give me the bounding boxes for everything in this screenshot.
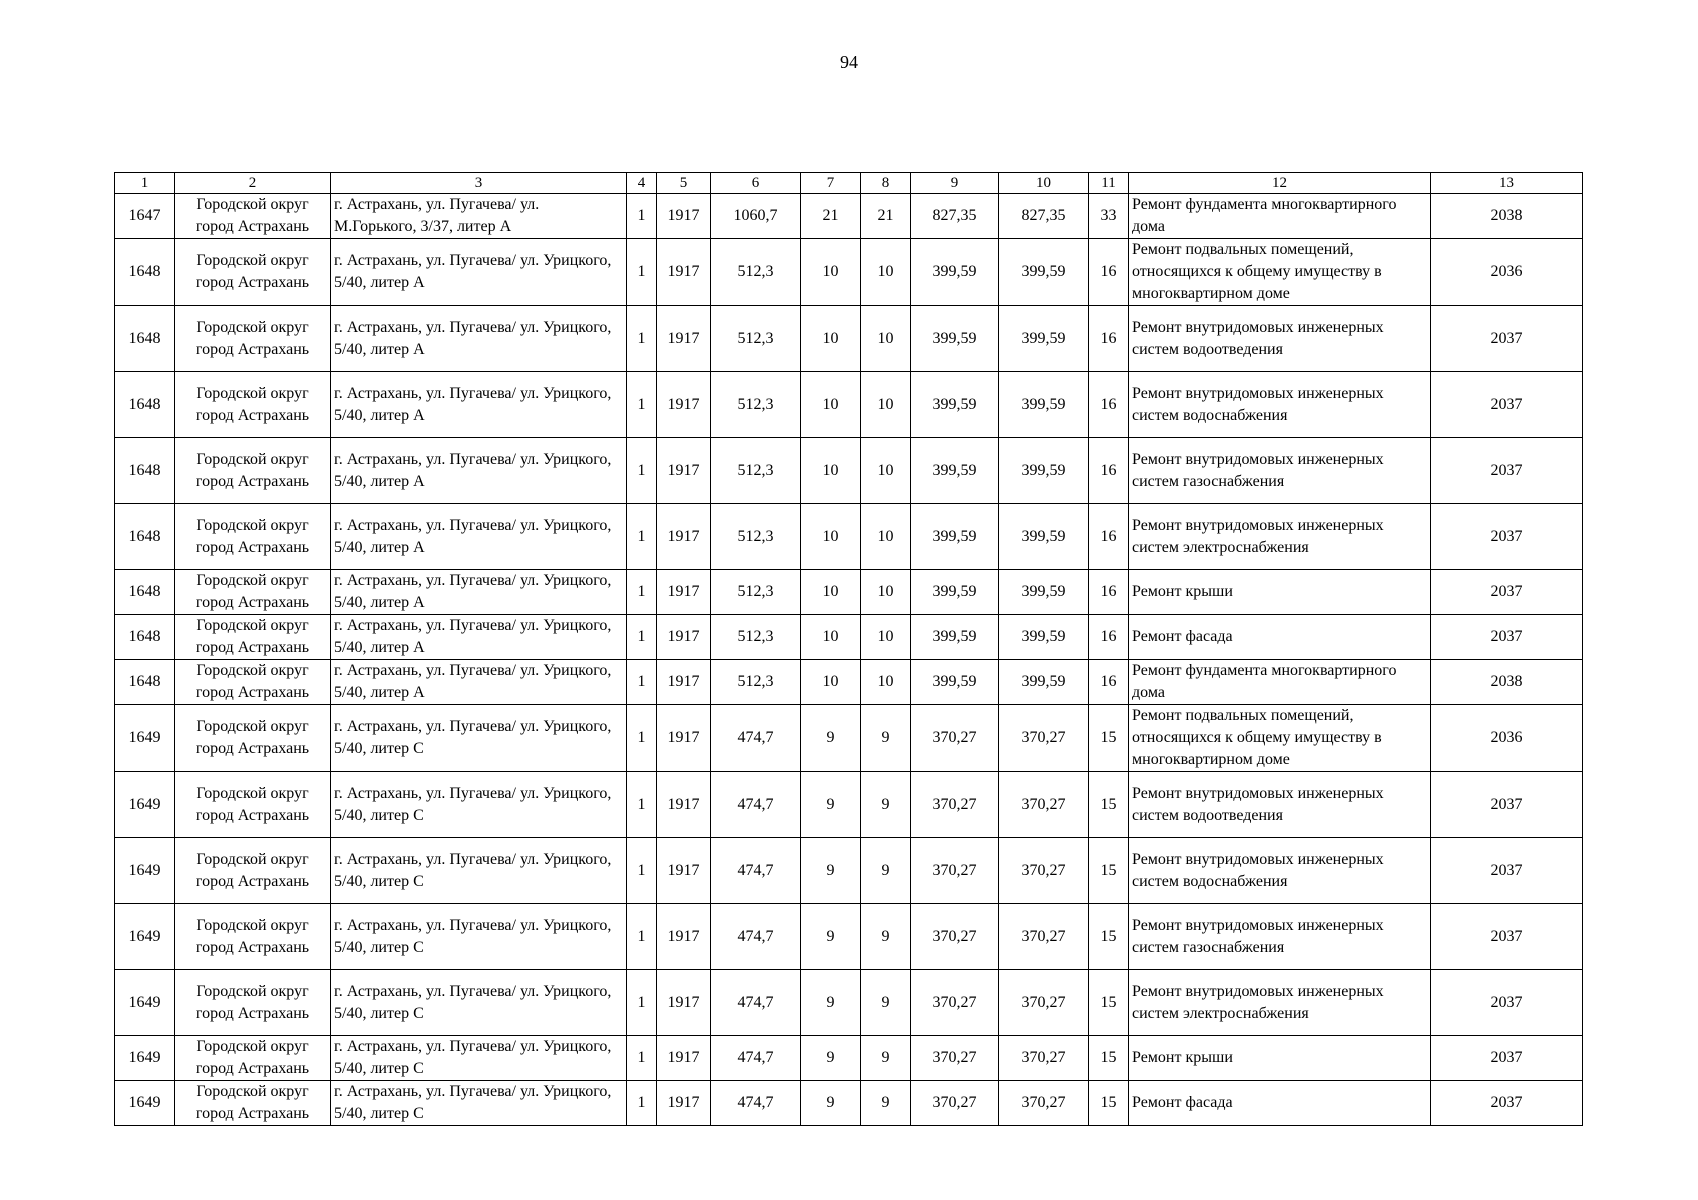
- cell-entrances: 1: [627, 838, 657, 904]
- table-row: [115, 194, 1583, 239]
- cell-total-area: 512,3: [711, 438, 801, 504]
- column-header-12: 12: [1129, 173, 1431, 194]
- cell-planned-year: 2037: [1431, 1036, 1583, 1081]
- cell-living-area: 399,59: [911, 660, 999, 705]
- cell-record-number: 1649: [115, 970, 175, 1036]
- cell-year-built: 1917: [657, 970, 711, 1036]
- table-row: [115, 504, 1583, 570]
- column-header-10: 10: [999, 173, 1089, 194]
- cell-planned-year: 2037: [1431, 615, 1583, 660]
- cell-address: г. Астрахань, ул. Пугачева/ ул. Урицкого, 5/40, литер С: [331, 838, 627, 904]
- cell-apartments-total: 9: [801, 1036, 861, 1081]
- cell-entrances: 1: [627, 372, 657, 438]
- cell-entrances: 1: [627, 904, 657, 970]
- cell-work-type: Ремонт внутридомовых инженерных систем водоснабжения: [1129, 838, 1431, 904]
- cell-work-type: Ремонт фундамента многоквартирного дома: [1129, 194, 1431, 239]
- cell-work-type: Ремонт внутридомовых инженерных систем электроснабжения: [1129, 970, 1431, 1036]
- cell-total-area: 474,7: [711, 1036, 801, 1081]
- cell-apartments-total: 10: [801, 660, 861, 705]
- cell-record-number: 1649: [115, 904, 175, 970]
- cell-living-area: 399,59: [911, 306, 999, 372]
- cell-living-area: 370,27: [911, 1081, 999, 1126]
- cell-planned-year: 2037: [1431, 504, 1583, 570]
- cell-work-type: Ремонт фасада: [1129, 615, 1431, 660]
- table-row: [115, 970, 1583, 1036]
- cell-year-built: 1917: [657, 660, 711, 705]
- table-row: [115, 570, 1583, 615]
- cell-entrances: 1: [627, 1036, 657, 1081]
- cell-entrances: 1: [627, 772, 657, 838]
- cell-living-area: 399,59: [911, 615, 999, 660]
- cell-municipality: Городской округ город Астрахань: [175, 838, 331, 904]
- cell-living-area-private: 370,27: [999, 970, 1089, 1036]
- cell-apartments-residential: 9: [861, 705, 911, 772]
- cell-planned-year: 2037: [1431, 904, 1583, 970]
- cell-address: г. Астрахань, ул. Пугачева/ ул. Урицкого, 5/40, литер А: [331, 372, 627, 438]
- cell-living-area-private: 370,27: [999, 1036, 1089, 1081]
- cell-planned-year: 2037: [1431, 306, 1583, 372]
- cell-living-area: 370,27: [911, 705, 999, 772]
- cell-year-built: 1917: [657, 1081, 711, 1126]
- cell-municipality: Городской округ город Астрахань: [175, 570, 331, 615]
- cell-year-built: 1917: [657, 705, 711, 772]
- cell-apartments-total: 10: [801, 372, 861, 438]
- cell-address: г. Астрахань, ул. Пугачева/ ул. Урицкого, 5/40, литер А: [331, 438, 627, 504]
- cell-work-type: Ремонт внутридомовых инженерных систем водоотведения: [1129, 306, 1431, 372]
- cell-residents: 16: [1089, 504, 1129, 570]
- cell-living-area-private: 399,59: [999, 239, 1089, 306]
- table-row: [115, 372, 1583, 438]
- page-number: 94: [840, 52, 858, 72]
- table-row: [115, 1036, 1583, 1081]
- cell-total-area: 512,3: [711, 306, 801, 372]
- cell-total-area: 474,7: [711, 838, 801, 904]
- cell-record-number: 1648: [115, 372, 175, 438]
- cell-living-area: 827,35: [911, 194, 999, 239]
- cell-year-built: 1917: [657, 772, 711, 838]
- cell-record-number: 1649: [115, 1081, 175, 1126]
- cell-year-built: 1917: [657, 1036, 711, 1081]
- cell-address: г. Астрахань, ул. Пугачева/ ул. Урицкого, 5/40, литер С: [331, 772, 627, 838]
- column-header-7: 7: [801, 173, 861, 194]
- cell-living-area-private: 370,27: [999, 838, 1089, 904]
- cell-entrances: 1: [627, 615, 657, 660]
- cell-record-number: 1649: [115, 838, 175, 904]
- table-row: [115, 239, 1583, 306]
- cell-planned-year: 2038: [1431, 194, 1583, 239]
- cell-record-number: 1648: [115, 570, 175, 615]
- cell-work-type: Ремонт фундамента многоквартирного дома: [1129, 660, 1431, 705]
- cell-residents: 16: [1089, 615, 1129, 660]
- cell-planned-year: 2037: [1431, 570, 1583, 615]
- cell-residents: 15: [1089, 772, 1129, 838]
- cell-record-number: 1648: [115, 660, 175, 705]
- cell-planned-year: 2037: [1431, 838, 1583, 904]
- cell-year-built: 1917: [657, 904, 711, 970]
- cell-apartments-total: 9: [801, 838, 861, 904]
- cell-work-type: Ремонт внутридомовых инженерных систем водоснабжения: [1129, 372, 1431, 438]
- cell-entrances: 1: [627, 970, 657, 1036]
- cell-residents: 15: [1089, 705, 1129, 772]
- cell-living-area: 370,27: [911, 772, 999, 838]
- cell-municipality: Городской округ город Астрахань: [175, 438, 331, 504]
- column-header-2: 2: [175, 173, 331, 194]
- cell-residents: 16: [1089, 372, 1129, 438]
- cell-work-type: Ремонт крыши: [1129, 1036, 1431, 1081]
- table-row: [115, 705, 1583, 772]
- cell-planned-year: 2036: [1431, 239, 1583, 306]
- cell-planned-year: 2037: [1431, 1081, 1583, 1126]
- cell-residents: 16: [1089, 306, 1129, 372]
- column-header-9: 9: [911, 173, 999, 194]
- cell-apartments-residential: 21: [861, 194, 911, 239]
- cell-apartments-residential: 10: [861, 372, 911, 438]
- cell-entrances: 1: [627, 570, 657, 615]
- cell-apartments-total: 10: [801, 570, 861, 615]
- cell-living-area-private: 399,59: [999, 504, 1089, 570]
- cell-living-area: 399,59: [911, 504, 999, 570]
- cell-record-number: 1648: [115, 615, 175, 660]
- cell-record-number: 1649: [115, 705, 175, 772]
- cell-year-built: 1917: [657, 504, 711, 570]
- cell-residents: 16: [1089, 438, 1129, 504]
- cell-address: г. Астрахань, ул. Пугачева/ ул. Урицкого, 5/40, литер А: [331, 615, 627, 660]
- cell-planned-year: 2036: [1431, 705, 1583, 772]
- cell-apartments-residential: 9: [861, 838, 911, 904]
- cell-living-area-private: 399,59: [999, 570, 1089, 615]
- cell-apartments-residential: 10: [861, 504, 911, 570]
- cell-address: г. Астрахань, ул. Пугачева/ ул. Урицкого, 5/40, литер С: [331, 904, 627, 970]
- cell-address: г. Астрахань, ул. Пугачева/ ул. Урицкого, 5/40, литер С: [331, 970, 627, 1036]
- cell-year-built: 1917: [657, 438, 711, 504]
- cell-year-built: 1917: [657, 838, 711, 904]
- cell-work-type: Ремонт фасада: [1129, 1081, 1431, 1126]
- column-header-6: 6: [711, 173, 801, 194]
- cell-residents: 15: [1089, 970, 1129, 1036]
- cell-apartments-residential: 10: [861, 660, 911, 705]
- cell-residents: 15: [1089, 838, 1129, 904]
- cell-entrances: 1: [627, 306, 657, 372]
- cell-municipality: Городской округ город Астрахань: [175, 372, 331, 438]
- cell-total-area: 1060,7: [711, 194, 801, 239]
- cell-work-type: Ремонт внутридомовых инженерных систем газоснабжения: [1129, 904, 1431, 970]
- cell-entrances: 1: [627, 504, 657, 570]
- cell-record-number: 1647: [115, 194, 175, 239]
- column-header-11: 11: [1089, 173, 1129, 194]
- cell-year-built: 1917: [657, 570, 711, 615]
- cell-address: г. Астрахань, ул. Пугачева/ ул. Урицкого, 5/40, литер А: [331, 239, 627, 306]
- cell-apartments-total: 9: [801, 772, 861, 838]
- cell-municipality: Городской округ город Астрахань: [175, 1081, 331, 1126]
- cell-total-area: 512,3: [711, 570, 801, 615]
- table-body: [115, 194, 1583, 1126]
- cell-address: г. Астрахань, ул. Пугачева/ ул. Урицкого, 5/40, литер С: [331, 1036, 627, 1081]
- cell-address: г. Астрахань, ул. Пугачева/ ул. Урицкого, 5/40, литер С: [331, 705, 627, 772]
- cell-living-area-private: 370,27: [999, 904, 1089, 970]
- cell-planned-year: 2038: [1431, 660, 1583, 705]
- cell-apartments-residential: 9: [861, 1036, 911, 1081]
- cell-work-type: Ремонт подвальных помещений, относящихся к общему имуществу в многоквартирном доме: [1129, 239, 1431, 306]
- column-header-13: 13: [1431, 173, 1583, 194]
- cell-living-area-private: 370,27: [999, 705, 1089, 772]
- cell-apartments-residential: 9: [861, 1081, 911, 1126]
- cell-apartments-residential: 9: [861, 904, 911, 970]
- cell-residents: 15: [1089, 1081, 1129, 1126]
- cell-work-type: Ремонт подвальных помещений, относящихся к общему имуществу в многоквартирном доме: [1129, 705, 1431, 772]
- cell-apartments-residential: 9: [861, 970, 911, 1036]
- cell-apartments-residential: 10: [861, 615, 911, 660]
- table-row: [115, 772, 1583, 838]
- cell-living-area-private: 399,59: [999, 372, 1089, 438]
- table-row: [115, 615, 1583, 660]
- column-header-3: 3: [331, 173, 627, 194]
- cell-year-built: 1917: [657, 615, 711, 660]
- capital-repair-table: [114, 172, 1583, 1126]
- cell-year-built: 1917: [657, 372, 711, 438]
- cell-apartments-total: 10: [801, 504, 861, 570]
- cell-total-area: 474,7: [711, 705, 801, 772]
- cell-municipality: Городской округ город Астрахань: [175, 904, 331, 970]
- cell-living-area-private: 370,27: [999, 1081, 1089, 1126]
- cell-living-area-private: 399,59: [999, 615, 1089, 660]
- cell-work-type: Ремонт внутридомовых инженерных систем газоснабжения: [1129, 438, 1431, 504]
- cell-residents: 15: [1089, 904, 1129, 970]
- cell-work-type: Ремонт внутридомовых инженерных систем водоотведения: [1129, 772, 1431, 838]
- cell-living-area-private: 370,27: [999, 772, 1089, 838]
- cell-living-area-private: 399,59: [999, 660, 1089, 705]
- cell-living-area: 399,59: [911, 570, 999, 615]
- cell-address: г. Астрахань, ул. Пугачева/ ул. Урицкого, 5/40, литер А: [331, 570, 627, 615]
- column-number-row: [115, 173, 1583, 194]
- cell-planned-year: 2037: [1431, 772, 1583, 838]
- cell-municipality: Городской округ город Астрахань: [175, 705, 331, 772]
- cell-apartments-total: 10: [801, 615, 861, 660]
- cell-apartments-residential: 10: [861, 306, 911, 372]
- cell-entrances: 1: [627, 660, 657, 705]
- cell-year-built: 1917: [657, 194, 711, 239]
- cell-living-area: 399,59: [911, 438, 999, 504]
- cell-living-area: 370,27: [911, 970, 999, 1036]
- cell-apartments-total: 9: [801, 705, 861, 772]
- cell-total-area: 512,3: [711, 615, 801, 660]
- cell-municipality: Городской округ город Астрахань: [175, 504, 331, 570]
- cell-residents: 16: [1089, 660, 1129, 705]
- cell-entrances: 1: [627, 239, 657, 306]
- cell-year-built: 1917: [657, 239, 711, 306]
- cell-year-built: 1917: [657, 306, 711, 372]
- cell-apartments-total: 9: [801, 904, 861, 970]
- column-header-5: 5: [657, 173, 711, 194]
- column-header-4: 4: [627, 173, 657, 194]
- cell-living-area-private: 827,35: [999, 194, 1089, 239]
- table-row: [115, 660, 1583, 705]
- cell-address: г. Астрахань, ул. Пугачева/ ул. Урицкого, 5/40, литер А: [331, 504, 627, 570]
- cell-municipality: Городской округ город Астрахань: [175, 239, 331, 306]
- cell-total-area: 474,7: [711, 1081, 801, 1126]
- cell-total-area: 474,7: [711, 904, 801, 970]
- cell-total-area: 512,3: [711, 239, 801, 306]
- cell-planned-year: 2037: [1431, 438, 1583, 504]
- cell-residents: 15: [1089, 1036, 1129, 1081]
- column-header-1: 1: [115, 173, 175, 194]
- table-row: [115, 904, 1583, 970]
- cell-record-number: 1648: [115, 438, 175, 504]
- cell-apartments-total: 21: [801, 194, 861, 239]
- cell-address: г. Астрахань, ул. Пугачева/ ул. Урицкого, 5/40, литер С: [331, 1081, 627, 1126]
- cell-entrances: 1: [627, 1081, 657, 1126]
- cell-living-area: 370,27: [911, 904, 999, 970]
- cell-planned-year: 2037: [1431, 372, 1583, 438]
- cell-living-area: 399,59: [911, 372, 999, 438]
- cell-living-area-private: 399,59: [999, 306, 1089, 372]
- cell-municipality: Городской округ город Астрахань: [175, 306, 331, 372]
- cell-apartments-total: 10: [801, 306, 861, 372]
- cell-residents: 33: [1089, 194, 1129, 239]
- cell-apartments-total: 10: [801, 239, 861, 306]
- cell-total-area: 512,3: [711, 372, 801, 438]
- cell-record-number: 1648: [115, 504, 175, 570]
- cell-municipality: Городской округ город Астрахань: [175, 194, 331, 239]
- cell-record-number: 1648: [115, 239, 175, 306]
- cell-address: г. Астрахань, ул. Пугачева/ ул. М.Горького, 3/37, литер А: [331, 194, 627, 239]
- table-row: [115, 306, 1583, 372]
- table-row: [115, 1081, 1583, 1126]
- cell-work-type: Ремонт крыши: [1129, 570, 1431, 615]
- column-header-8: 8: [861, 173, 911, 194]
- cell-municipality: Городской округ город Астрахань: [175, 615, 331, 660]
- cell-apartments-residential: 10: [861, 239, 911, 306]
- cell-work-type: Ремонт внутридомовых инженерных систем электроснабжения: [1129, 504, 1431, 570]
- cell-address: г. Астрахань, ул. Пугачева/ ул. Урицкого, 5/40, литер А: [331, 660, 627, 705]
- cell-apartments-residential: 10: [861, 570, 911, 615]
- cell-apartments-residential: 10: [861, 438, 911, 504]
- cell-apartments-total: 9: [801, 970, 861, 1036]
- cell-municipality: Городской округ город Астрахань: [175, 970, 331, 1036]
- cell-record-number: 1649: [115, 1036, 175, 1081]
- cell-apartments-total: 9: [801, 1081, 861, 1126]
- cell-living-area-private: 399,59: [999, 438, 1089, 504]
- cell-apartments-total: 10: [801, 438, 861, 504]
- cell-entrances: 1: [627, 194, 657, 239]
- table-row: [115, 838, 1583, 904]
- cell-living-area: 370,27: [911, 838, 999, 904]
- cell-municipality: Городской округ город Астрахань: [175, 1036, 331, 1081]
- cell-record-number: 1649: [115, 772, 175, 838]
- cell-address: г. Астрахань, ул. Пугачева/ ул. Урицкого, 5/40, литер А: [331, 306, 627, 372]
- cell-municipality: Городской округ город Астрахань: [175, 772, 331, 838]
- cell-planned-year: 2037: [1431, 970, 1583, 1036]
- cell-residents: 16: [1089, 239, 1129, 306]
- cell-residents: 16: [1089, 570, 1129, 615]
- table-row: [115, 438, 1583, 504]
- cell-entrances: 1: [627, 705, 657, 772]
- cell-living-area: 399,59: [911, 239, 999, 306]
- cell-total-area: 474,7: [711, 772, 801, 838]
- cell-apartments-residential: 9: [861, 772, 911, 838]
- cell-municipality: Городской округ город Астрахань: [175, 660, 331, 705]
- cell-total-area: 512,3: [711, 660, 801, 705]
- cell-total-area: 474,7: [711, 970, 801, 1036]
- cell-living-area: 370,27: [911, 1036, 999, 1081]
- cell-entrances: 1: [627, 438, 657, 504]
- cell-total-area: 512,3: [711, 504, 801, 570]
- cell-record-number: 1648: [115, 306, 175, 372]
